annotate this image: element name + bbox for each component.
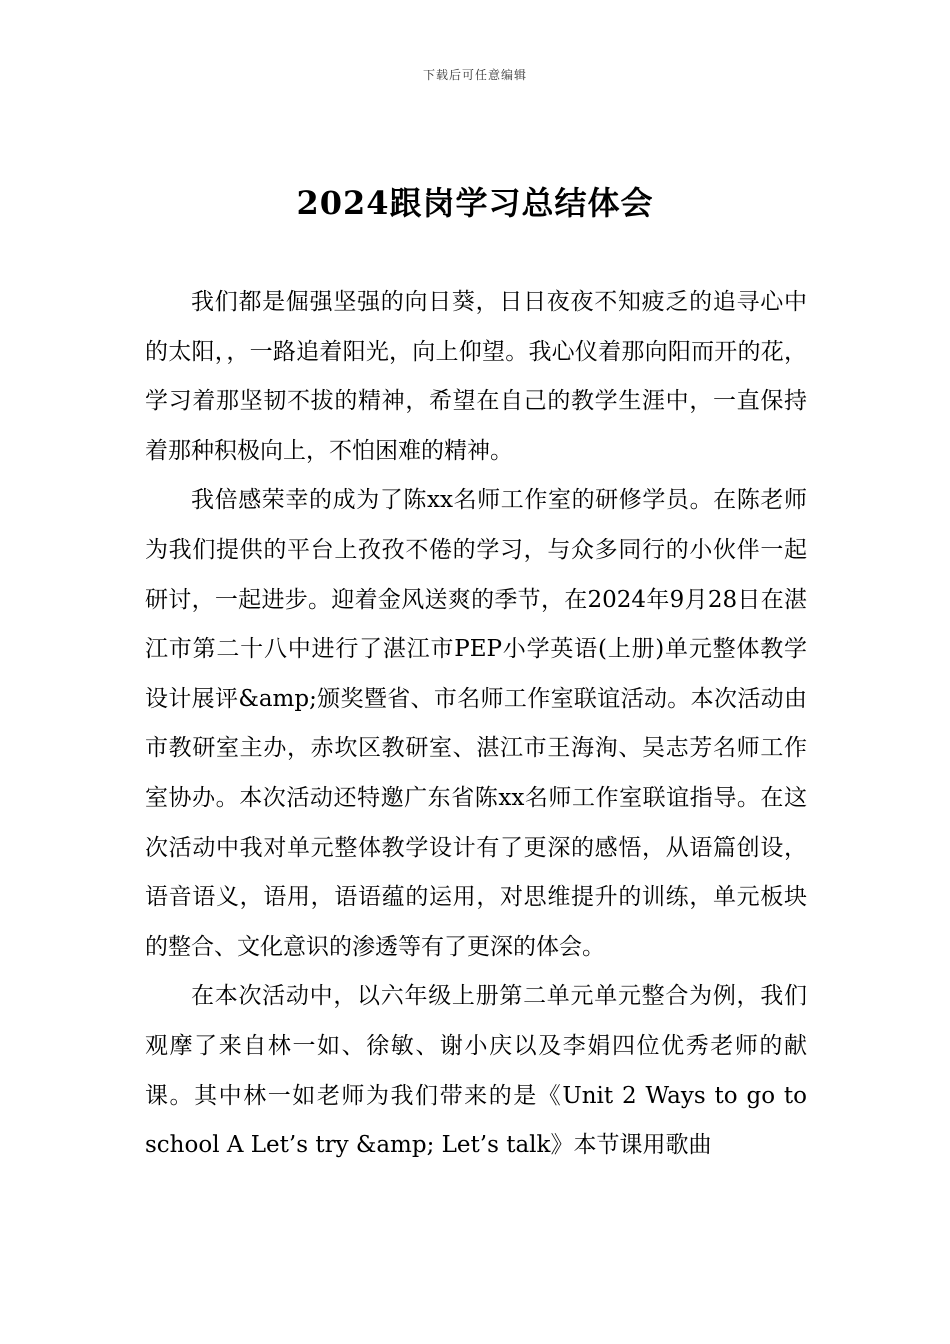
paragraph-2: 我倍感荣幸的成为了陈xx名师工作室的研修学员。在陈老师为我们提供的平台上孜孜不倦的学习，与众多同行的小伙伴一起研讨，一起进步。迎着金风送爽的季节，在2024年9月28日在湛江市第二十八中进行了湛江市PEP小学英语(上册)单元整体教学设计展评&amp;颁奖暨省、市名师工作室联谊活动。本次活动由市教研室主办，赤坎区教研室、湛江市王海洵、吴志芳名师工作室协办。本次活动还特邀广东省陈xx名师工作室联谊指导。在这次活动中我对单元整体教学设计有了更深的感悟，从语篇创设，语音语义，语用，语语蕴的运用，对思维提升的训练，单元板块的整合、文化意识的渗透等有了更深的体会。 <box>145 487 807 960</box>
paragraph-1: 我们都是倔强坚强的向日葵，日日夜夜不知疲乏的追寻心中的太阳，，一路追着阳光，向上仰望。我心仪着那向阳而开的花，学习着那坚韧不拔的精神，希望在自己的教学生涯中，一直保持着那种积极向上，不怕困难的精神。 <box>145 289 807 464</box>
paragraph-3: 在本次活动中，以六年级上册第二单元单元整合为例，我们观摩了来自林一如、徐敏、谢小庆以及李娟四位优秀老师的献课。其中林一如老师为我们带来的是《Unit 2 Ways to go to school A Let’s try &amp; Let’s talk》本节课用歌曲 <box>145 983 807 1159</box>
document-title: 2024跟岗学习总结体会 <box>296 184 654 222</box>
document-body <box>145 278 807 1171</box>
header-note: 下载后可任意编辑 <box>422 68 527 82</box>
